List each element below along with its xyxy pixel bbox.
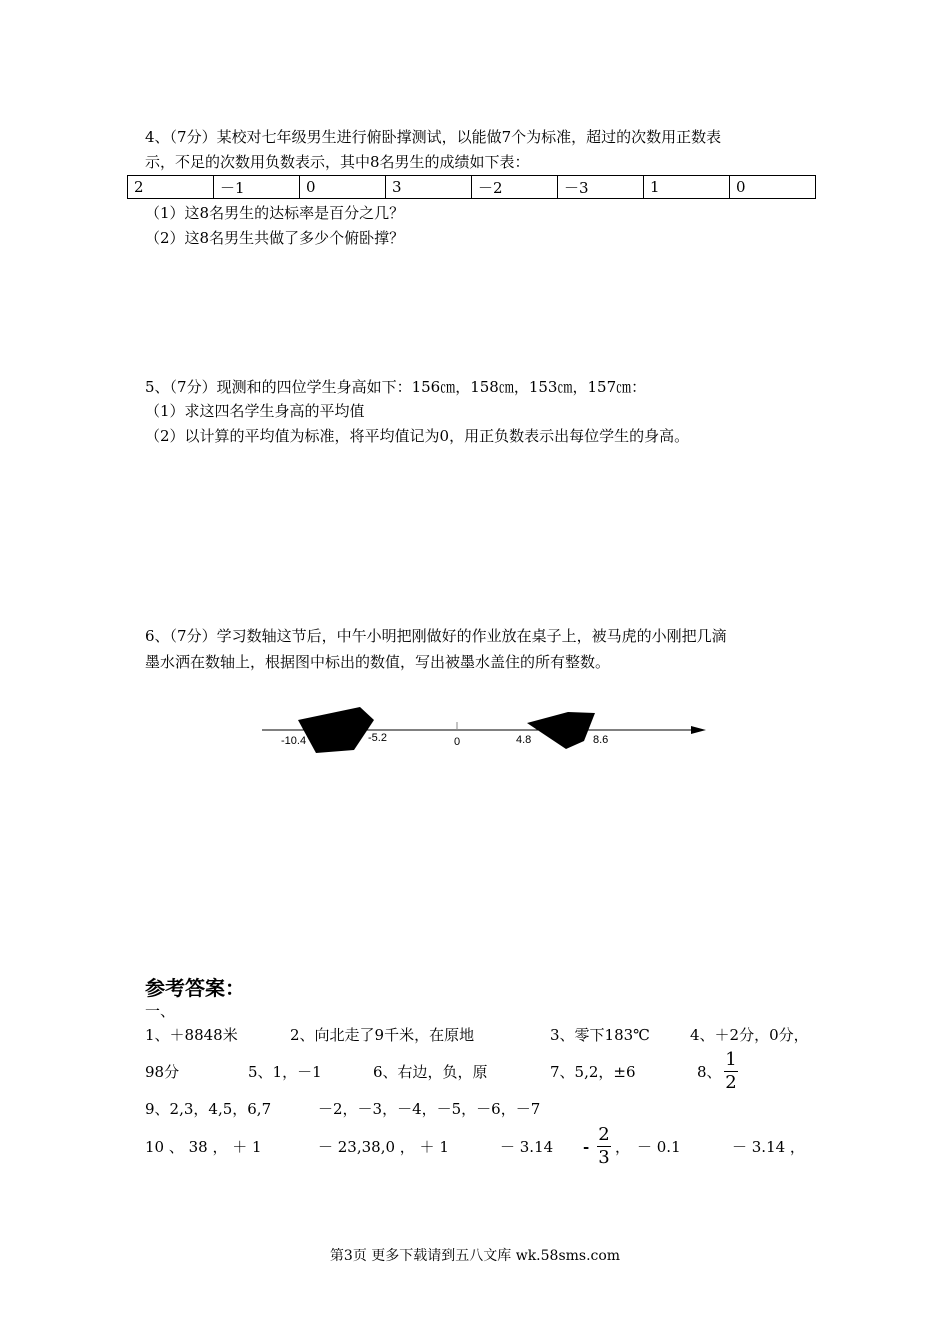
table-row (128, 176, 816, 199)
fraction-denominator: 2 (725, 1072, 737, 1093)
table-cell: 0 (300, 176, 386, 199)
q5-sub2: （2）以计算的平均值为标准，将平均值记为0，用正负数表示出每位学生的身高。 (145, 427, 690, 445)
table-cell: 2 (128, 176, 214, 199)
answer-item: 5、1，－1 (248, 1063, 322, 1081)
answer-item: ， (615, 1138, 631, 1156)
table-cell: 0 (730, 176, 816, 199)
fraction-numerator: 2 (598, 1124, 610, 1145)
answers-title: 参考答案： (145, 976, 245, 1000)
minus-sign: - (583, 1138, 590, 1156)
answer-item: － 23,38,0 ， ＋ 1 (318, 1138, 449, 1156)
fraction-denominator: 3 (598, 1147, 610, 1168)
answer-item: －2，－3，－4，－5，－6，－7 (318, 1100, 541, 1118)
q4-sub2: （2）这8名男生共做了多少个俯卧撑？ (145, 229, 405, 247)
answer-item: 2、向北走了9千米，在原地 (290, 1026, 475, 1044)
ink-blot-left (298, 707, 374, 753)
page-footer: 第3页 更多下载请到五八文库 wk.58sms.com (329, 1248, 621, 1264)
answer-item: 98分 (145, 1063, 180, 1081)
q5-line1: 5、（7分）现测和的四位学生身高如下：156㎝，158㎝，153㎝，157㎝： (145, 378, 647, 396)
axis-label: -10.4 (281, 735, 307, 747)
answer-item: 7、5,2，±6 (550, 1063, 636, 1081)
answer-item: － 0.1 (637, 1138, 681, 1156)
answer-item: 8、 (697, 1063, 722, 1081)
table-cell: －3 (558, 176, 644, 199)
q4-line1: 4、（7分）某校对七年级男生进行俯卧撑测试，以能做7个为标准，超过的次数用正数表 (145, 128, 722, 146)
answer-item: － 3.14 ， (732, 1138, 805, 1156)
fraction-numerator: 1 (725, 1049, 737, 1070)
answer-item: 4、＋2分，0分， (690, 1026, 809, 1044)
fraction-two-thirds (595, 1124, 613, 1169)
answer-item: 10 、 38 ， ＋ 1 (145, 1138, 262, 1156)
table-cell: －1 (214, 176, 300, 199)
answer-item: － 3.14 (500, 1138, 554, 1156)
table-cell: 1 (644, 176, 730, 199)
q6-line2: 墨水洒在数轴上，根据图中标出的数值，写出被墨水盖住的所有整数。 (145, 653, 611, 671)
axis-label: 8.6 (593, 734, 609, 746)
answers-section: 一、 (145, 1002, 176, 1020)
table-cell: 3 (386, 176, 472, 199)
answer-item: 1、＋8848米 (145, 1026, 238, 1044)
arrow-icon (691, 726, 706, 734)
q5-sub1: （1）求这四名学生身高的平均值 (145, 402, 365, 420)
fraction-one-half (722, 1049, 740, 1094)
q6-line1: 6、（7分）学习数轴这节后，中午小明把刚做好的作业放在桌子上，被马虎的小刚把几滴 (145, 627, 727, 645)
scores-table (127, 175, 816, 199)
q4-sub1: （1）这8名男生的达标率是百分之几？ (145, 204, 405, 222)
axis-label: 0 (454, 736, 461, 748)
q4-line2: 示，不足的次数用负数表示，其中8名男生的成绩如下表： (145, 153, 530, 171)
axis-label: -5.2 (368, 732, 387, 744)
table-cell: －2 (472, 176, 558, 199)
answer-item: 6、右边，负，原 (373, 1063, 488, 1081)
axis-label: 4.8 (516, 734, 532, 746)
number-line-figure (250, 700, 720, 760)
answer-item: 3、零下183℃ (550, 1026, 650, 1044)
answer-item: 9、2,3，4,5，6,7 (145, 1100, 272, 1118)
